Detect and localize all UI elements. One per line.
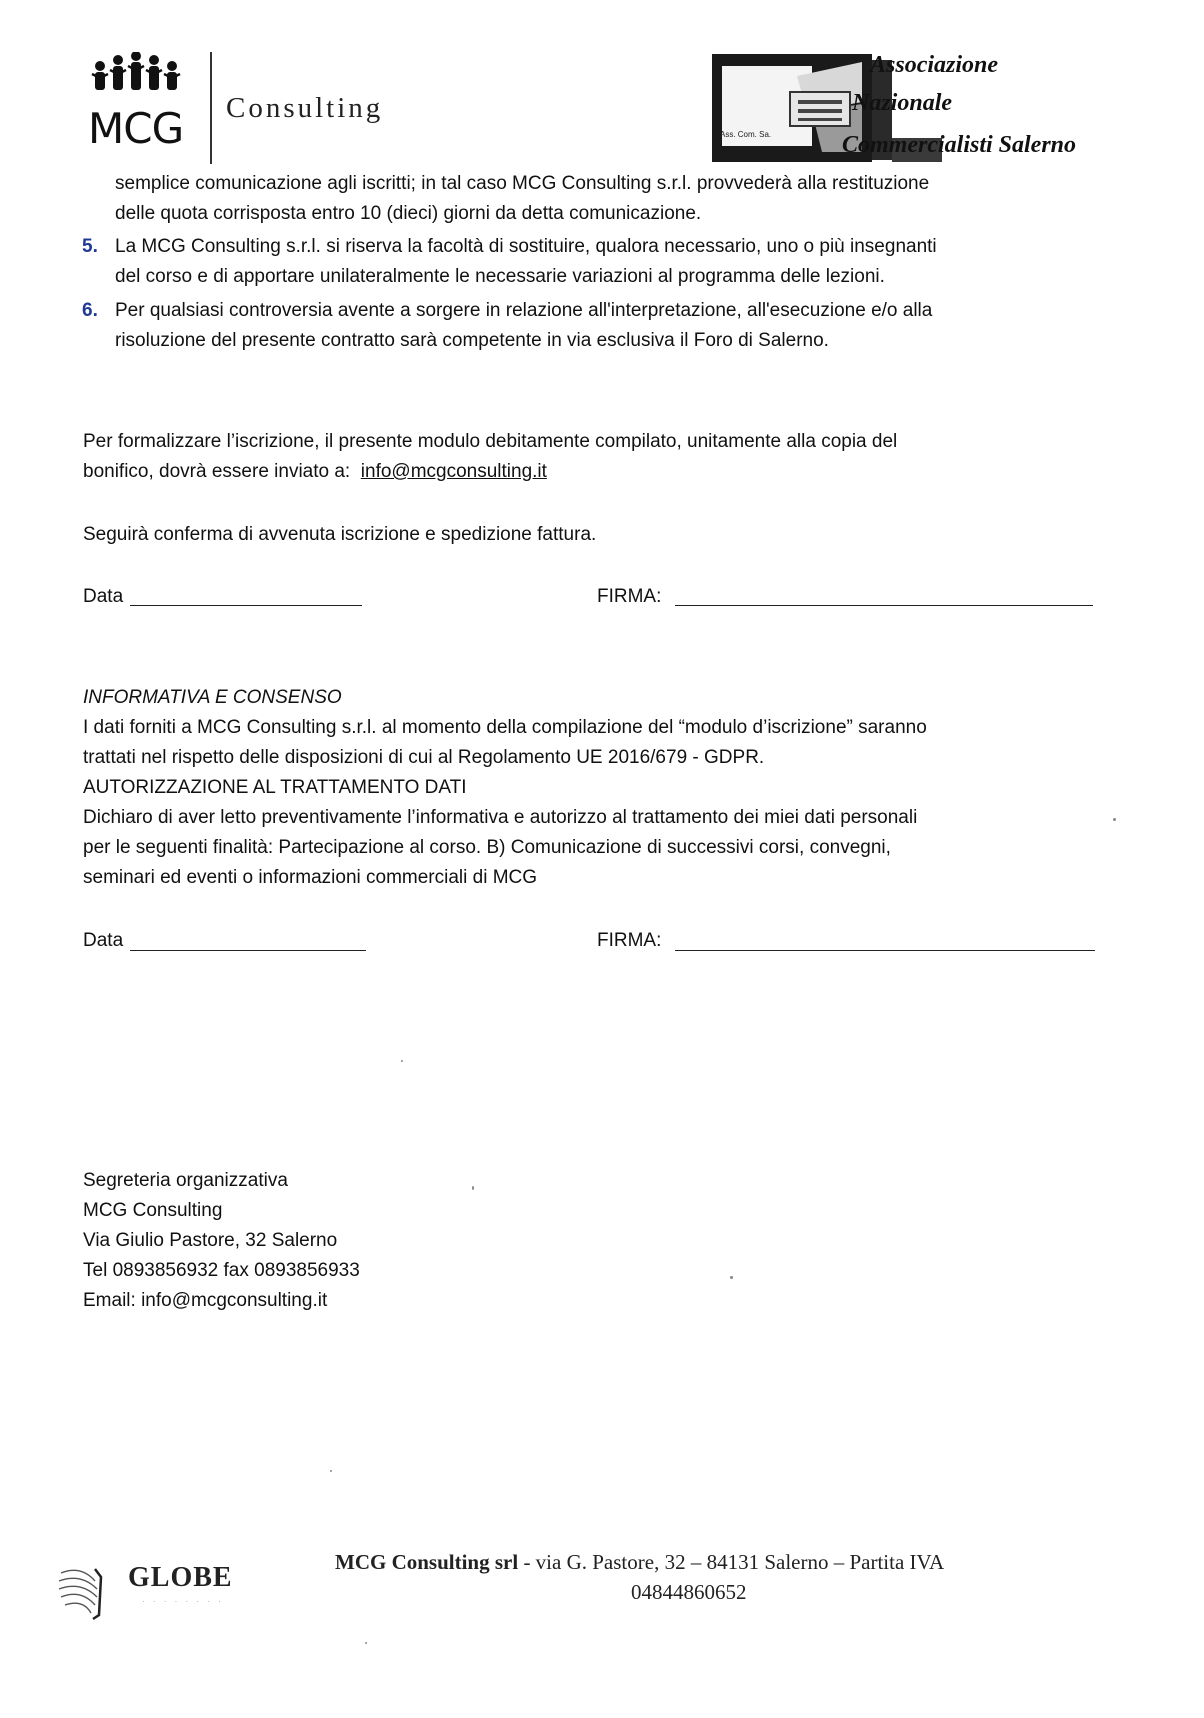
- secretariat-title: Segreteria organizzativa: [83, 1170, 288, 1191]
- signature-label-2: FIRMA:: [597, 930, 662, 951]
- item-6-line2: risoluzione del presente contratto sarà competente in via esclusiva il Foro di Salerno.: [115, 330, 829, 351]
- association-name-line2: Nazionale: [852, 90, 953, 116]
- signature-line-2[interactable]: [675, 950, 1095, 951]
- secretariat-phones: Tel 0893856932 fax 0893856933: [83, 1260, 360, 1281]
- mcg-consulting-logo: [88, 52, 448, 167]
- privacy-heading: INFORMATIVA E CONSENSO: [83, 687, 342, 708]
- footer-vat-number: 04844860652: [631, 1580, 747, 1604]
- globe-wordmark: GLOBE: [128, 1562, 233, 1593]
- scan-speck: [330, 1470, 332, 1472]
- consent-line2: per le seguenti finalità: Partecipazione al corso. B) Comunicazione di successivi corsi, convegni,: [83, 837, 891, 858]
- item-5-number: 5.: [82, 236, 98, 257]
- item-5-line2: del corso e di apportare unilateralmente le necessarie variazioni al programma delle lezioni.: [115, 266, 885, 287]
- confirmation-text: Seguirà conferma di avvenuta iscrizione e spedizione fattura.: [83, 524, 597, 545]
- privacy-line2: trattati nel rispetto delle disposizioni di cui al Regolamento UE 2016/679 - GDPR.: [83, 747, 765, 768]
- people-figures-icon: [88, 52, 198, 100]
- date-label-1: Data: [83, 586, 124, 607]
- item-6-number: 6.: [82, 300, 98, 321]
- secretariat-company: MCG Consulting: [83, 1200, 223, 1221]
- scan-speck: [730, 1276, 733, 1279]
- submission-line2-prefix: bonifico, dovrà essere inviato a:: [83, 461, 351, 482]
- association-name-line1: Associazione: [870, 52, 999, 78]
- footer-company-address: - via G. Pastore, 32 – 84131 Salerno – Partita IVA: [518, 1550, 945, 1574]
- footer-company-line: [335, 1550, 944, 1575]
- association-logo: [712, 52, 1077, 167]
- authorization-heading: AUTORIZZAZIONE AL TRATTAMENTO DATI: [83, 777, 467, 798]
- submission-line1: Per formalizzare l’iscrizione, il presente modulo debitamente compilato, unitamente alla copia del: [83, 431, 898, 452]
- privacy-line1: I dati forniti a MCG Consulting s.r.l. al momento della compilazione del “modulo d’iscrizione” saranno: [83, 717, 927, 738]
- terms-continuation-line2: delle quota corrisposta entro 10 (dieci) giorni da detta comunicazione.: [115, 203, 702, 224]
- date-label-2: Data: [83, 930, 124, 951]
- scan-speck: [365, 1642, 367, 1644]
- submission-email-link[interactable]: info@mcgconsulting.it: [360, 461, 547, 482]
- consent-line1: Dichiaro di aver letto preventivamente l’informativa e autorizzo al trattamento dei miei dati personali: [83, 807, 918, 828]
- association-short-label: Ass. Com. Sa.: [720, 130, 772, 139]
- mcg-logo-letters: MCG: [88, 104, 184, 153]
- footer-company-name: MCG Consulting srl: [335, 1550, 519, 1574]
- date-line-2[interactable]: [130, 950, 366, 951]
- scan-speck: [1113, 818, 1116, 821]
- globe-logo-icon: [55, 1555, 125, 1625]
- signature-label-1: FIRMA:: [597, 586, 662, 607]
- logo-divider: [210, 52, 212, 164]
- secretariat-address: Via Giulio Pastore, 32 Salerno: [83, 1230, 338, 1251]
- terms-continuation-line1: semplice comunicazione agli iscritti; in tal caso MCG Consulting s.r.l. provvederà alla restituzione: [115, 173, 930, 194]
- scan-speck: [472, 1186, 474, 1190]
- consulting-wordmark: Consulting: [226, 92, 384, 124]
- date-line-1[interactable]: [130, 605, 362, 606]
- scan-speck: [401, 1060, 403, 1062]
- association-name-line3: Commercialisti Salerno: [842, 132, 1077, 158]
- globe-tagline-marks: · · · · · · · ·: [142, 1597, 224, 1606]
- item-6-line1: Per qualsiasi controversia avente a sorgere in relazione all'interpretazione, all'esecuzione e/o alla: [115, 300, 933, 321]
- signature-line-1[interactable]: [675, 605, 1093, 606]
- consent-line3: seminari ed eventi o informazioni commerciali di MCG: [83, 867, 538, 888]
- submission-line2: [83, 457, 547, 486]
- secretariat-email: Email: info@mcgconsulting.it: [83, 1290, 328, 1311]
- item-5-line1: La MCG Consulting s.r.l. si riserva la facoltà di sostituire, qualora necessario, uno o più insegnanti: [115, 236, 937, 257]
